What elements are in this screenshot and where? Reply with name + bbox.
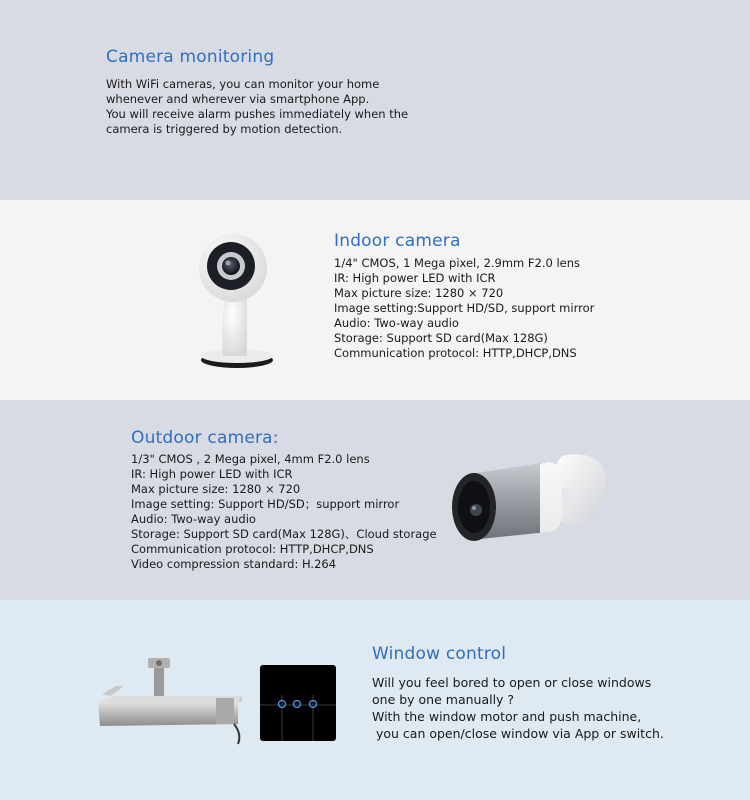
- description-line: You will receive alarm pushes immediately when the: [106, 107, 409, 121]
- camera-monitoring-title: Camera monitoring: [106, 47, 275, 67]
- spec-line: Storage: Support SD card(Max 128G)、Cloud storage: [131, 527, 437, 541]
- indoor-camera-section: [0, 200, 750, 400]
- outdoor-camera-title: Outdoor camera:: [131, 428, 279, 448]
- spec-line: IR: High power LED with ICR: [334, 271, 496, 285]
- spec-line: Max picture size: 1280 × 720: [131, 482, 301, 496]
- spec-line: Communication protocol: HTTP,DHCP,DNS: [334, 346, 577, 360]
- spec-line: Storage: Support SD card(Max 128G): [334, 331, 548, 345]
- window-switch-image: [260, 665, 336, 741]
- indoor-camera-image: [185, 222, 285, 372]
- indoor-camera-specs: [334, 256, 594, 361]
- window-motor-image: [96, 652, 246, 752]
- spec-line: Image setting: Support HD/SD；support mirror: [131, 497, 400, 511]
- camera-monitoring-section: [0, 0, 750, 200]
- spec-line: Image setting:Support HD/SD, support mirror: [334, 301, 595, 315]
- description-line: whenever and wherever via smartphone App.: [106, 92, 370, 106]
- description-line: one by one manually ?: [372, 692, 515, 707]
- spec-line: Communication protocol: HTTP,DHCP,DNS: [131, 542, 374, 556]
- description-line: With WiFi cameras, you can monitor your home: [106, 77, 380, 91]
- spec-line: Video compression standard: H.264: [131, 557, 337, 571]
- switch-indicator-icon: [294, 701, 301, 708]
- spec-line: Max picture size: 1280 × 720: [334, 286, 504, 300]
- outdoor-camera-section: [0, 400, 750, 600]
- window-control-description: [372, 674, 664, 742]
- camera-monitoring-description: [106, 77, 408, 137]
- description-line: you can open/close window via App or switch.: [372, 726, 664, 741]
- spec-line: 1/3" CMOS , 2 Mega pixel, 4mm F2.0 lens: [131, 452, 370, 466]
- spec-line: Audio: Two-way audio: [131, 512, 256, 526]
- description-line: With the window motor and push machine,: [372, 709, 642, 724]
- window-control-title: Window control: [372, 644, 507, 664]
- description-line: camera is triggered by motion detection.: [106, 122, 343, 136]
- outdoor-camera-specs: [131, 452, 437, 572]
- spec-line: Audio: Two-way audio: [334, 316, 459, 330]
- outdoor-camera-image: [440, 448, 620, 558]
- indoor-camera-title: Indoor camera: [334, 231, 461, 251]
- window-control-section: [0, 600, 750, 800]
- switch-panel-graphic: [260, 665, 336, 741]
- description-line: Will you feel bored to open or close windows: [372, 675, 652, 690]
- spec-line: 1/4" CMOS, 1 Mega pixel, 2.9mm F2.0 lens: [334, 256, 581, 270]
- spec-line: IR: High power LED with ICR: [131, 467, 293, 481]
